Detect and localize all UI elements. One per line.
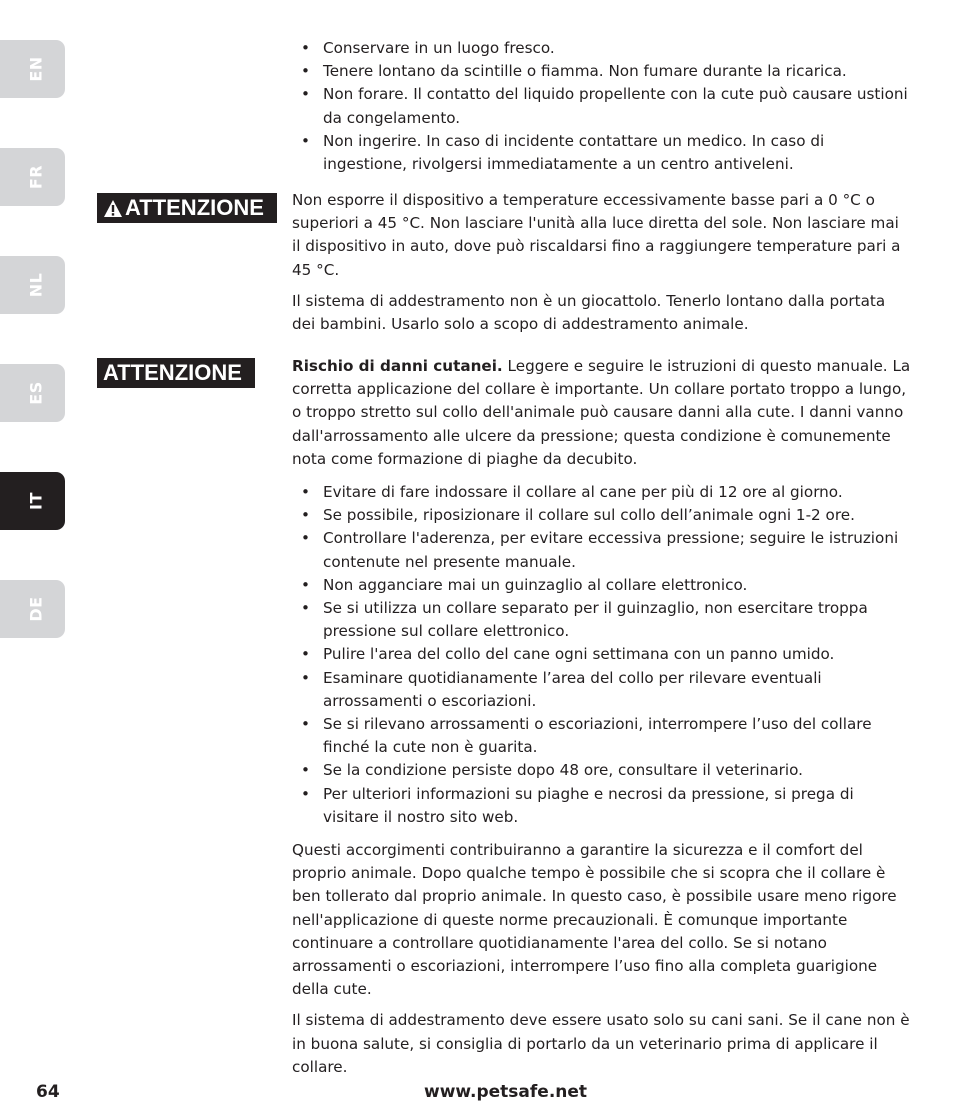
list-item: • Tenere lontano da scintille o fiamma. Non fumare durante la ricarica.: [292, 60, 912, 83]
list-item: • Esaminare quotidianamente l’area del collo per rilevare eventuali arrossamenti o escoriazioni.: [292, 667, 912, 713]
list-item: • Se possibile, riposizionare il collare sul collo dell’animale ogni 1-2 ore.: [292, 504, 912, 527]
warning-label: [97, 358, 255, 388]
lead-text: Leggere e seguire le istruzioni di questo manuale. La corretta applicazione del collare è importante. Un collare portato troppo a lungo, o troppo stretto sul collo dell'animale può causare danni alla cute. I danni vanno dall'arrossamento alle ulcere da pressione; questa condizione è comunemente nota come formazione di piaghe da decubito.: [292, 357, 911, 468]
lead-heading: Rischio di danni cutanei.: [292, 357, 503, 375]
language-tab-fr[interactable]: [0, 148, 65, 206]
paragraph: Non esporre il dispositivo a temperature eccessivamente basse pari a 0 °C o superiori a 45 °C. Non lasciare l'unità alla luce diretta del sole. Non lasciare mai il dispositivo in auto, dove può riscaldarsi fino a raggiungere temperature pari a 45 °C.: [292, 191, 901, 279]
paragraph: [292, 355, 912, 471]
collar-care-bullet-list: [292, 481, 912, 829]
list-item: • Pulire l'area del collo del cane ogni settimana con un panno umido.: [292, 643, 912, 666]
list-item: • Se si utilizza un collare separato per il guinzaglio, non esercitare troppa pressione sul collare elettronico.: [292, 597, 912, 643]
language-tab-label: ES: [26, 381, 46, 405]
language-tab-label: IT: [26, 492, 46, 510]
language-tab-nl[interactable]: [0, 256, 65, 314]
storage-bullet-list: [292, 37, 912, 176]
list-item: • Evitare di fare indossare il collare al cane per più di 12 ore al giorno.: [292, 481, 912, 504]
language-tab-it[interactable]: [0, 472, 65, 530]
language-tab-label: NL: [26, 272, 46, 298]
page-number: 64: [36, 1082, 60, 1102]
language-tab-label: DE: [26, 596, 46, 622]
paragraph: Il sistema di addestramento deve essere usato solo su cani sani. Se il cane non è in buona salute, si consiglia di portarlo da un veterinario prima di applicare il collare.: [292, 1011, 910, 1076]
list-item: • Non forare. Il contatto del liquido propellente con la cute può causare ustioni da congelamento.: [292, 83, 912, 129]
language-tab-label: EN: [26, 56, 46, 82]
warning-triangle-icon: [103, 199, 123, 218]
warning-label-text: ATTENZIONE: [103, 360, 242, 385]
list-item: • Non agganciare mai un guinzaglio al collare elettronico.: [292, 574, 912, 597]
list-item: • Se la condizione persiste dopo 48 ore, consultare il veterinario.: [292, 759, 912, 782]
language-tab-es[interactable]: [0, 364, 65, 422]
language-tab-label: FR: [26, 164, 46, 190]
temperature-warning: [292, 189, 912, 336]
language-tab-en[interactable]: [0, 40, 65, 98]
list-item: • Se si rilevano arrossamenti o escoriazioni, interrompere l’uso del collare finché la cute non è guarita.: [292, 713, 912, 759]
paragraph: Questi accorgimenti contribuiranno a garantire la sicurezza e il comfort del proprio animale. Dopo qualche tempo è possibile che si scopra che il collare è ben tollerato dal proprio animale. In questo caso, è possibile usare meno rigore nell'applicazione di queste norme precauzionali. È comunque importante continuare a controllare quotidianamente l'area del collo. Se si notano arrossamenti o escoriazioni, interrompere l’uso fino alla completa guarigione della cute.: [292, 841, 897, 999]
list-item: • Per ulteriori informazioni su piaghe e necrosi da pressione, si prega di visitare il nostro sito web.: [292, 783, 912, 829]
website-url[interactable]: www.petsafe.net: [424, 1082, 588, 1102]
warning-label-text: ATTENZIONE: [125, 195, 264, 220]
list-item: • Non ingerire. In caso di incidente contattare un medico. In caso di ingestione, rivolgersi immediatamente a un centro antiveleni.: [292, 130, 912, 176]
warning-label-with-icon: [97, 193, 277, 223]
list-item: • Controllare l'aderenza, per evitare eccessiva pressione; seguire le istruzioni contenute nel presente manuale.: [292, 527, 912, 573]
paragraph: Il sistema di addestramento non è un giocattolo. Tenerlo lontano dalla portata dei bambini. Usarlo solo a scopo di addestramento animale.: [292, 291, 886, 334]
list-item: • Conservare in un luogo fresco.: [292, 37, 912, 60]
skin-damage-warning: [292, 355, 912, 1079]
storage-precautions: [292, 37, 912, 176]
language-tab-de[interactable]: [0, 580, 65, 638]
